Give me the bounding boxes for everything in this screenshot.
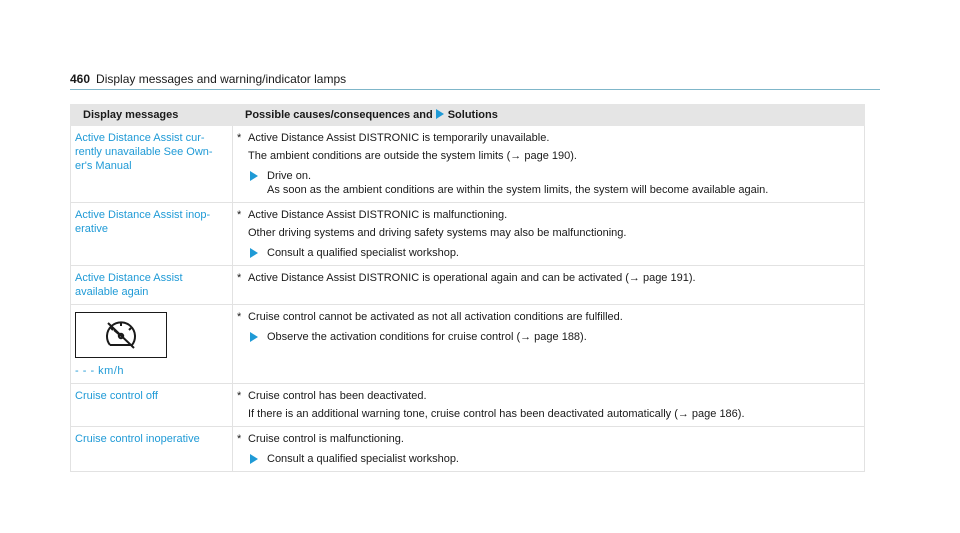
cause-solution-cell [233,266,865,305]
arrow-right-icon [250,171,258,181]
cause-text: Active Distance Assist DISTRONIC is temporarily unavailable. [248,132,550,144]
cause-text: Cruise control is malfunctioning. [248,433,404,445]
display-message-text: Active Distance Assist inop-erative [75,209,211,235]
cause-solution-cell [233,126,865,203]
table-row [71,305,865,384]
display-message-text: Active Distance Assist available again [75,272,183,298]
cause-text: Active Distance Assist DISTRONIC is malfunctioning. [248,209,508,221]
cause-text: Other driving systems and driving safety systems may also be malfunctioning. [248,227,627,239]
table-row [71,266,865,305]
table-row [71,384,865,427]
speedometer-crossed-icon [75,312,167,358]
cause-bullet: * [237,132,242,144]
display-message-cell [71,384,233,427]
cause-text: Active Distance Assist DISTRONIC is operational again and can be activated (→ page 191). [248,272,696,284]
cause-bullet: * [237,311,242,323]
cause-solution-cell [233,305,865,384]
page-number: 460 [70,72,91,86]
solution-text: Consult a qualified specialist workshop. [267,247,459,259]
display-message-cell [71,203,233,266]
page-header [70,72,880,90]
solution-step [248,330,858,344]
cause-solution-cell [233,427,865,472]
cause-block [237,432,858,446]
cause-text: Cruise control cannot be activated as not all activation conditions are fulfilled. [248,311,623,323]
table-row [71,427,865,472]
page-title: Display messages and warning/indicator lamps [96,72,347,86]
display-message-text: Cruise control off [75,390,158,402]
display-message-text: Active Distance Assist cur-rently unavailable See Own-er's Manual [75,132,213,172]
cause-block [237,310,858,324]
arrow-right-icon [436,109,444,119]
solutions-header-suffix: Solutions [447,109,498,121]
solution-text: Drive on. [267,170,312,182]
display-message-cell [71,126,233,203]
causes-header-prefix: Possible causes/consequences and [245,109,433,121]
cause-text: If there is an additional warning tone, cruise control has been deactivated automatically (→ page 186). [248,408,745,420]
cause-text: The ambient conditions are outside the system limits (→ page 190). [248,150,577,162]
cause-block [237,208,858,240]
cause-block [237,271,858,285]
arrow-right-icon [250,248,258,258]
column-header-causes [233,105,865,126]
solution-step [248,452,858,466]
solution-text: Consult a qualified specialist workshop. [267,453,459,465]
display-messages-table [70,104,865,472]
table-row [71,203,865,266]
arrow-right-icon [250,454,258,464]
display-message-cell [71,305,233,384]
cause-text: Cruise control has been deactivated. [248,390,427,402]
solution-step [248,246,858,260]
cause-block [237,389,858,421]
speed-readout: - - - km/h [75,365,124,377]
table-row [71,126,865,203]
solution-text: As soon as the ambient conditions are within the system limits, the system will become available again. [267,184,769,196]
solution-text: Observe the activation conditions for cruise control (→ page 188). [267,331,587,343]
solution-step [248,169,858,197]
column-header-messages: Display messages [71,105,233,126]
cause-bullet: * [237,272,242,284]
display-message-cell [71,427,233,472]
table-header-row [71,105,865,126]
table-body [71,126,865,472]
arrow-right-icon [250,332,258,342]
cause-solution-cell [233,203,865,266]
cause-bullet: * [237,390,242,402]
cause-block [237,131,858,163]
display-message-cell [71,266,233,305]
cause-bullet: * [237,209,242,221]
cause-bullet: * [237,433,242,445]
cause-solution-cell [233,384,865,427]
display-message-text: Cruise control inoperative [75,433,200,445]
